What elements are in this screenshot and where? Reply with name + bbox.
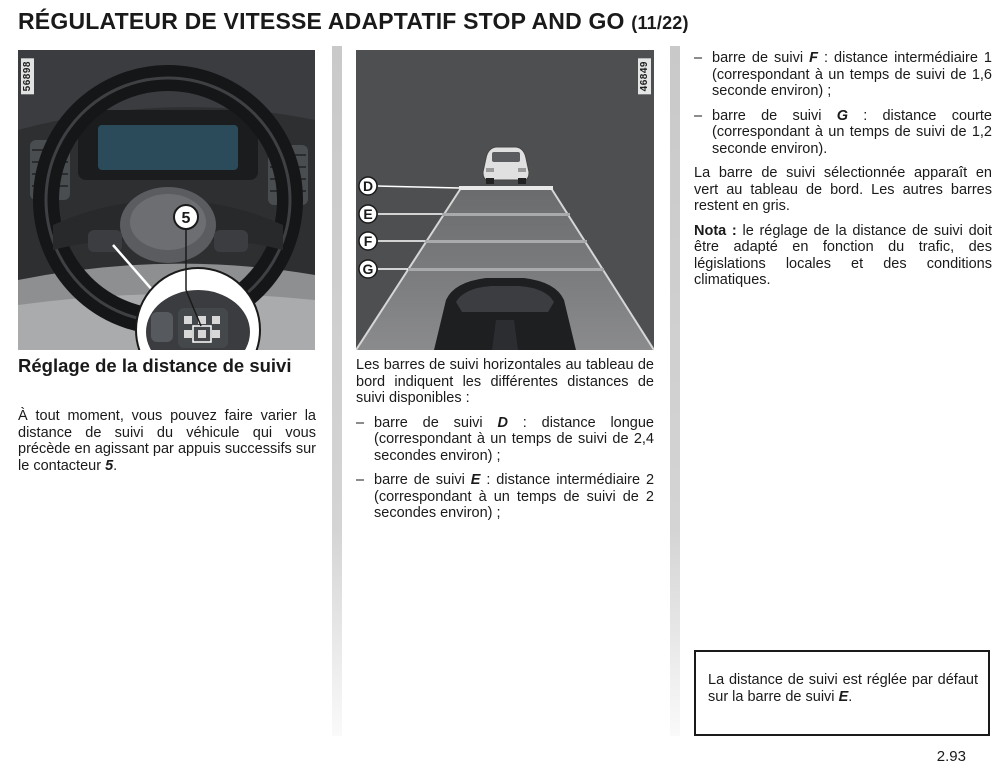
- list-item-bar-f: [694, 50, 992, 100]
- column2-intro: Les barres de suivi horizontales au tableau de bord indiquent les différentes distances de suivi disponibles :: [356, 357, 654, 406]
- list-item-text: : distance intermédiaire 1 (correspondant à un temps de suivi de 1,6 seconde environ) ;: [712, 50, 992, 99]
- contactor-reference: 5: [105, 457, 114, 474]
- car-ahead: [483, 147, 529, 184]
- figure-reference-number: 46849: [638, 58, 651, 94]
- column2-text: [356, 357, 654, 530]
- selected-bar-paragraph: La barre de suivi sélectionnée apparaît en vert au tableau de bord. Les autres barres restent en gris.: [694, 165, 992, 214]
- callout-label-5: 5: [181, 210, 191, 227]
- list-dash: –: [694, 107, 703, 124]
- column3-text: [694, 50, 992, 297]
- following-bar-d: [459, 186, 553, 190]
- following-bars-figure: [356, 50, 654, 350]
- list-item-text: : distance intermédiaire 2 (correspondant à un temps de suivi de 2 secondes environ) ;: [374, 472, 655, 521]
- nota-text: le réglage de la distance de suivi doit être adapté en fonction du trafic, des législations locales et des conditions climatiques.: [694, 222, 992, 288]
- nota-paragraph: [694, 223, 992, 289]
- list-item-letter: G: [836, 107, 848, 124]
- note-text-end: .: [848, 688, 853, 705]
- following-bar-e: [442, 213, 570, 216]
- note-letter: E: [838, 688, 849, 705]
- label-f: F: [363, 233, 373, 249]
- list-item-bar-d: [356, 415, 654, 465]
- page-count: (11/22): [631, 13, 689, 33]
- list-item-letter: F: [809, 50, 818, 66]
- list-dash: –: [356, 414, 365, 431]
- nota-label: Nota :: [694, 222, 737, 239]
- list-item-prefix: barre de suivi: [374, 414, 498, 431]
- list-item-bar-g: [694, 108, 992, 158]
- own-car: [434, 278, 576, 350]
- steering-wheel-illustration: [18, 50, 315, 350]
- column1-text: [18, 408, 316, 482]
- list-dash: –: [356, 472, 365, 488]
- list-item-letter: D: [497, 414, 508, 431]
- list-item-prefix: barre de suivi: [374, 472, 471, 488]
- following-bars-illustration: [356, 50, 654, 350]
- following-bar-g: [408, 268, 604, 271]
- label-d: D: [362, 178, 374, 194]
- section-heading: Réglage de la distance de suivi: [18, 355, 292, 376]
- list-item-letter: E: [470, 472, 481, 488]
- column1-paragraph-text: À tout moment, vous pouvez faire varier la distance de suivi du véhicule qui vous précède en agissant par appuis successifs sur le contacteur: [18, 408, 316, 474]
- figure-reference-number: 56898: [21, 58, 34, 94]
- note-text: La distance de suivi est réglée par défaut sur la barre de suivi: [708, 672, 978, 705]
- label-g: G: [362, 261, 374, 277]
- page-number: 2.93: [936, 748, 966, 765]
- list-dash: –: [694, 50, 703, 66]
- list-item-prefix: barre de suivi: [712, 50, 810, 66]
- page-title-text: RÉGULATEUR DE VITESSE ADAPTATIF STOP AND GO: [18, 8, 625, 34]
- column-divider-left: [332, 46, 342, 736]
- column-divider-right: [670, 46, 680, 736]
- label-e: E: [363, 206, 373, 222]
- column1-paragraph: [18, 408, 316, 474]
- column1-paragraph-end: .: [113, 457, 118, 474]
- list-item-prefix: barre de suivi: [712, 107, 837, 124]
- following-bar-f: [425, 240, 587, 243]
- steering-wheel-figure: [18, 50, 315, 350]
- list-item-text: : distance courte (correspondant à un temps de suivi de 1,2 seconde environ).: [712, 107, 992, 157]
- list-item-text: : distance longue (correspondant à un temps de suivi de 2,4 secondes environ) ;: [374, 414, 654, 464]
- default-setting-note-box: [694, 650, 990, 736]
- list-item-bar-e: [356, 472, 654, 522]
- page-title: [18, 8, 689, 35]
